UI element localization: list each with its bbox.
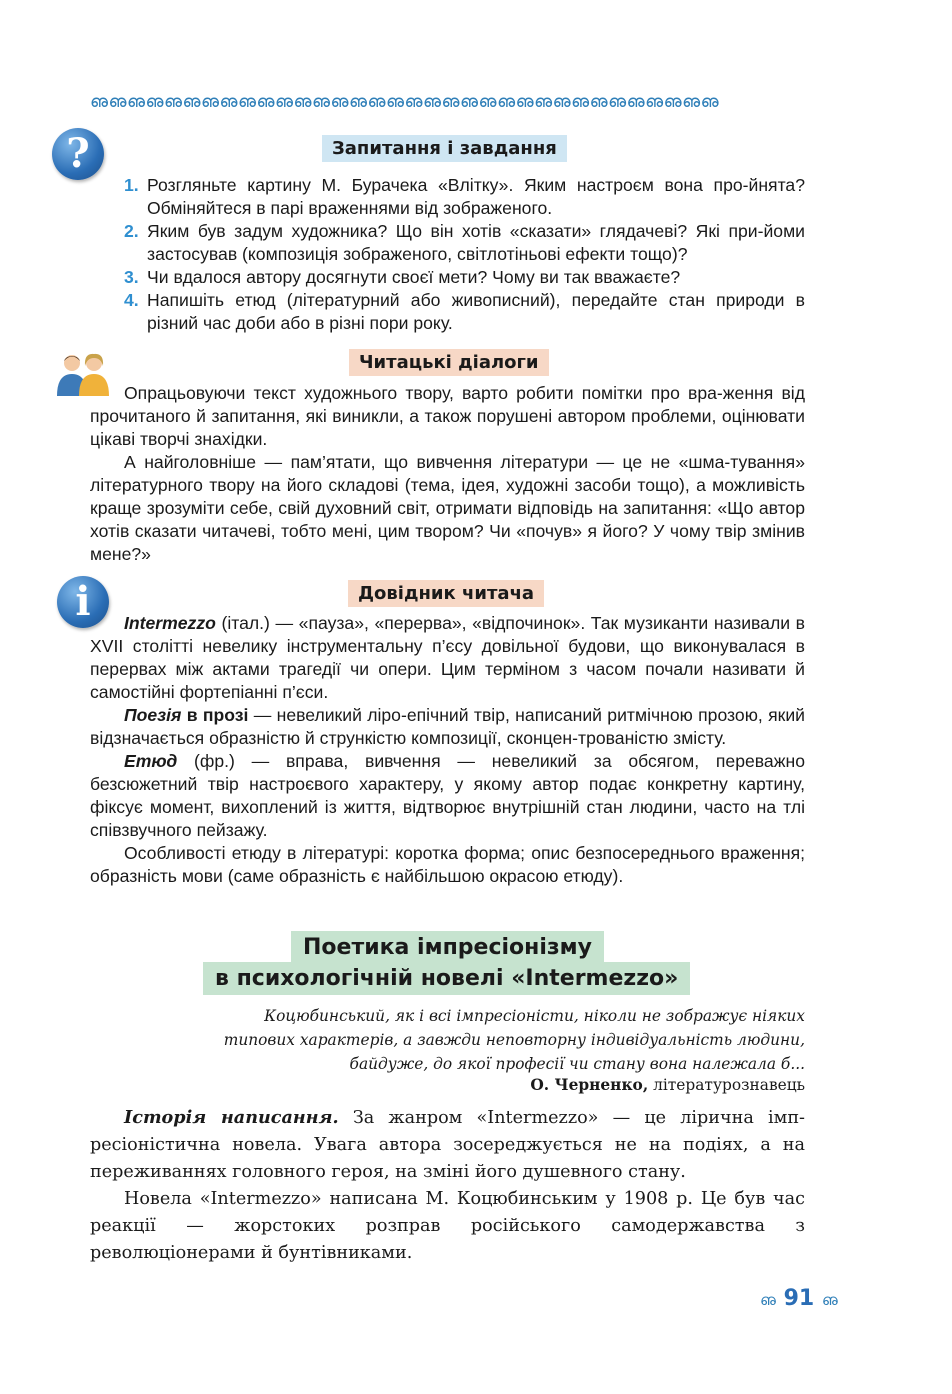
dialogs-heading: Читацькі діалоги	[349, 349, 549, 376]
epigraph-line: типових характерів, а завжди неповторну індивідуальність людини,	[223, 1031, 805, 1049]
dialogs-paragraph: Опрацьовуючи текст художнього твору, варто робити помітки про вра-ження від прочитаного й запитання, які виникли, а також порушені автором проблеми, оцінювати цікаві творчі знахідки.	[90, 383, 805, 449]
question-icon: ?	[52, 128, 104, 180]
question-number: 2.	[124, 221, 139, 241]
dialogs-paragraph: А найголовніше — пам’ятати, що вивчення літератури — це не «шма-тування» літературного твору на його складові (тема, ідея, художні засоби тощо), а можливість краще зрозуміти себе, свій духовний світ, отримати відповідь на запитання: «Що автор хотів сказати читачеві, тобто мені, цим твором? Чи «почув» я його? У чому твір змінив мене?»	[90, 452, 805, 564]
glossary-body	[90, 612, 805, 888]
question-item	[124, 289, 805, 335]
question-number: 3.	[124, 267, 139, 287]
glossary-term: Етюд	[124, 751, 178, 771]
info-icon: i	[57, 576, 109, 628]
question-number: 1.	[124, 175, 139, 195]
paragraph-text: За жанром «Intermezzo» — це лірична імп-ресіоністична новела. Увага автора зосереджується не на подіях, а на переживаннях головного героя, на зміні його душевного стану.	[90, 1108, 805, 1182]
epigraph-author-name: О. Черненко,	[530, 1076, 649, 1094]
main-body	[90, 1104, 805, 1267]
epigraph-line: байдуже, до якої професії чи стану вона належала б...	[349, 1055, 805, 1073]
main-paragraph: Новела «Intermezzo» написана М. Коцюбинським у 1908 р. Це був час реакції — жорстоких розправ російського самодержавства з революціонерами й бунтівниками.	[90, 1189, 805, 1263]
epigraph-line: Коцюбинський, як і всі імпресіоністи, ніколи не зображує ніяких	[264, 1007, 805, 1025]
question-item	[124, 220, 805, 266]
question-item	[124, 266, 805, 289]
question-text: Чи вдалося автору досягнути своєї мети? Чому ви так вважаєте?	[147, 267, 681, 287]
glossary-term: Intermezzo	[124, 613, 216, 633]
question-number: 4.	[124, 290, 139, 310]
main-paragraph	[90, 1104, 805, 1186]
question-text: Розгляньте картину М. Бурачека «Влітку». Яким настроєм вона про-йнята? Обміняйтеся в парі враженнями від зображеного.	[147, 175, 805, 218]
section-title-line2: в психологічній новелі «Intermezzo»	[203, 962, 690, 995]
questions-heading: Запитання і завдання	[322, 135, 567, 162]
question-text: Напишіть етюд (літературний або живописний), передайте стан природи в різний час доби або в різні пори року.	[147, 290, 805, 333]
dialogs-body	[90, 382, 805, 566]
section-title-line1: Поетика імпресіонізму	[291, 931, 604, 964]
glossary-entry	[90, 704, 805, 750]
epigraph-author	[530, 1076, 805, 1094]
epigraph-author-role: літературознавець	[648, 1076, 805, 1094]
question-text: Яким був задум художника? Що він хотів «сказати» глядачеві? Які при-йоми застосував (композиція зображеного, світлотіньові ефекти тощо)?	[147, 221, 805, 264]
glossary-term-tail: в прозі	[181, 705, 249, 725]
question-item	[124, 174, 805, 220]
glossary-heading: Довідник читача	[348, 580, 544, 607]
glossary-definition: — невеликий ліро-епічний твір, написаний ритмічною прозою, який відзначається образністю й стрункістю композиції, сконцен-трованістю змісту.	[90, 705, 805, 748]
glossary-paragraph: Особливості етюду в літературі: коротка форма; опис безпосереднього враження; образність мови (саме образність є найбільшою окрасою етюду).	[90, 843, 805, 886]
glossary-entry	[90, 612, 805, 704]
glossary-definition: (фр.) — вправа, вивчення — невеликий за обсягом, переважно безсюжетний твір настроєвого характеру, у якому автор подає конкретну картину, фіксує момент, вихоплений із життя, відтворює внутрішній стан людини, часто на тлі співзвучного пейзажу.	[90, 751, 805, 840]
glossary-term: Поезія	[124, 705, 182, 725]
page-number-value: 91	[783, 1286, 815, 1311]
glossary-definition: (італ.) — «пауза», «перерва», «відпочинок». Так музиканти називали в XVII столітті невелику інструментальну п’єсу довільної будови, що виконувалася в перервах між актами трагедії чи опери. Цим терміном з часом почали називати й самостійні фортепіанні п’єси.	[90, 613, 805, 702]
paragraph-lead: Історія написання.	[124, 1107, 339, 1128]
page-number	[760, 1286, 838, 1311]
ornament-left: ഌ	[760, 1291, 776, 1309]
decorative-ornament-border: ഌഌഌഌഌഌഌഌഌഌഌഌഌഌഌഌഌഌഌഌഌഌഌഌഌഌഌഌഌഌഌഌഌഌ	[90, 92, 720, 112]
glossary-entry	[90, 750, 805, 842]
ornament-right: ഌ	[821, 1291, 838, 1309]
